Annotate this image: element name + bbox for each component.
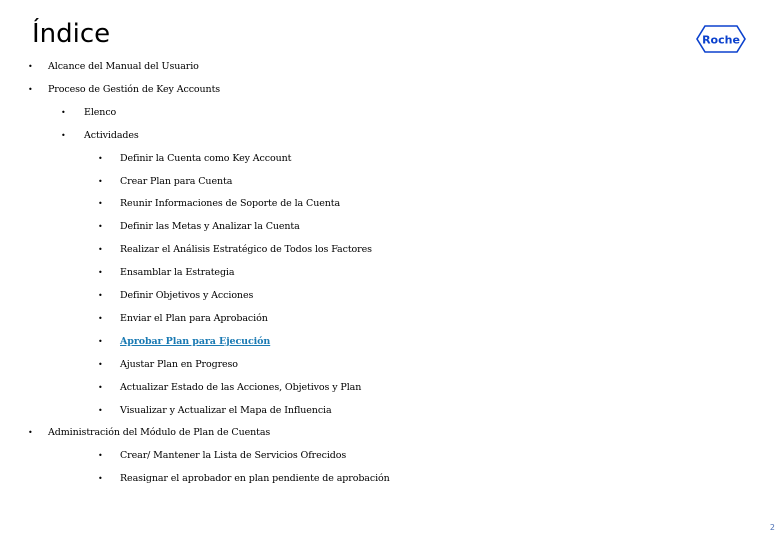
toc-link[interactable]: Aprobar Plan para Ejecución xyxy=(120,336,271,347)
bullet-icon: • xyxy=(28,62,33,71)
roche-logo-text: Roche xyxy=(702,33,740,47)
toc-item: Definir la Cuenta como Key Account xyxy=(120,153,292,164)
toc-item: Realizar el Análisis Estratégico de Todos los Factores xyxy=(120,244,372,255)
page-title: Índice xyxy=(32,19,111,49)
bullet-icon: • xyxy=(98,222,103,231)
toc-item: Actualizar Estado de las Acciones, Objetivos y Plan xyxy=(120,382,362,393)
bullet-icon: • xyxy=(98,291,103,300)
bullet-icon: • xyxy=(61,131,66,140)
bullet-icon: • xyxy=(98,177,103,186)
toc-item: Ensamblar la Estrategia xyxy=(120,267,235,278)
toc-item: Crear Plan para Cuenta xyxy=(120,176,233,187)
toc-item: Enviar el Plan para Aprobación xyxy=(120,313,268,324)
toc-item: Visualizar y Actualizar el Mapa de Influencia xyxy=(120,405,332,416)
bullet-icon: • xyxy=(28,428,33,437)
bullet-icon: • xyxy=(98,314,103,323)
toc-item: Administración del Módulo de Plan de Cuentas xyxy=(48,427,271,438)
toc-item: Crear/ Mantener la Lista de Servicios Ofrecidos xyxy=(120,450,347,461)
bullet-icon: • xyxy=(98,451,103,460)
bullet-icon: • xyxy=(98,406,103,415)
bullet-icon: • xyxy=(98,199,103,208)
bullet-icon: • xyxy=(98,245,103,254)
bullet-icon: • xyxy=(98,268,103,277)
toc-item: Reunir Informaciones de Soporte de la Cuenta xyxy=(120,198,341,209)
page-number: 2 xyxy=(769,523,775,532)
bullet-icon: • xyxy=(61,108,66,117)
bullet-icon: • xyxy=(98,154,103,163)
bullet-icon: • xyxy=(28,85,33,94)
bullet-icon: • xyxy=(98,360,103,369)
bullet-icon: • xyxy=(98,474,103,483)
toc-item: Ajustar Plan en Progreso xyxy=(120,359,238,370)
bullet-icon: • xyxy=(98,337,103,346)
toc-item: Proceso de Gestión de Key Accounts xyxy=(48,84,221,95)
toc-item: Alcance del Manual del Usuario xyxy=(48,61,199,72)
toc-item: Definir las Metas y Analizar la Cuenta xyxy=(120,221,300,232)
bullet-icon: • xyxy=(98,383,103,392)
toc-item: Actividades xyxy=(84,130,139,141)
toc-item: Reasignar el aprobador en plan pendiente de aprobación xyxy=(120,473,390,484)
toc-item: Definir Objetivos y Acciones xyxy=(120,290,254,301)
toc-item: Elenco xyxy=(84,107,117,118)
